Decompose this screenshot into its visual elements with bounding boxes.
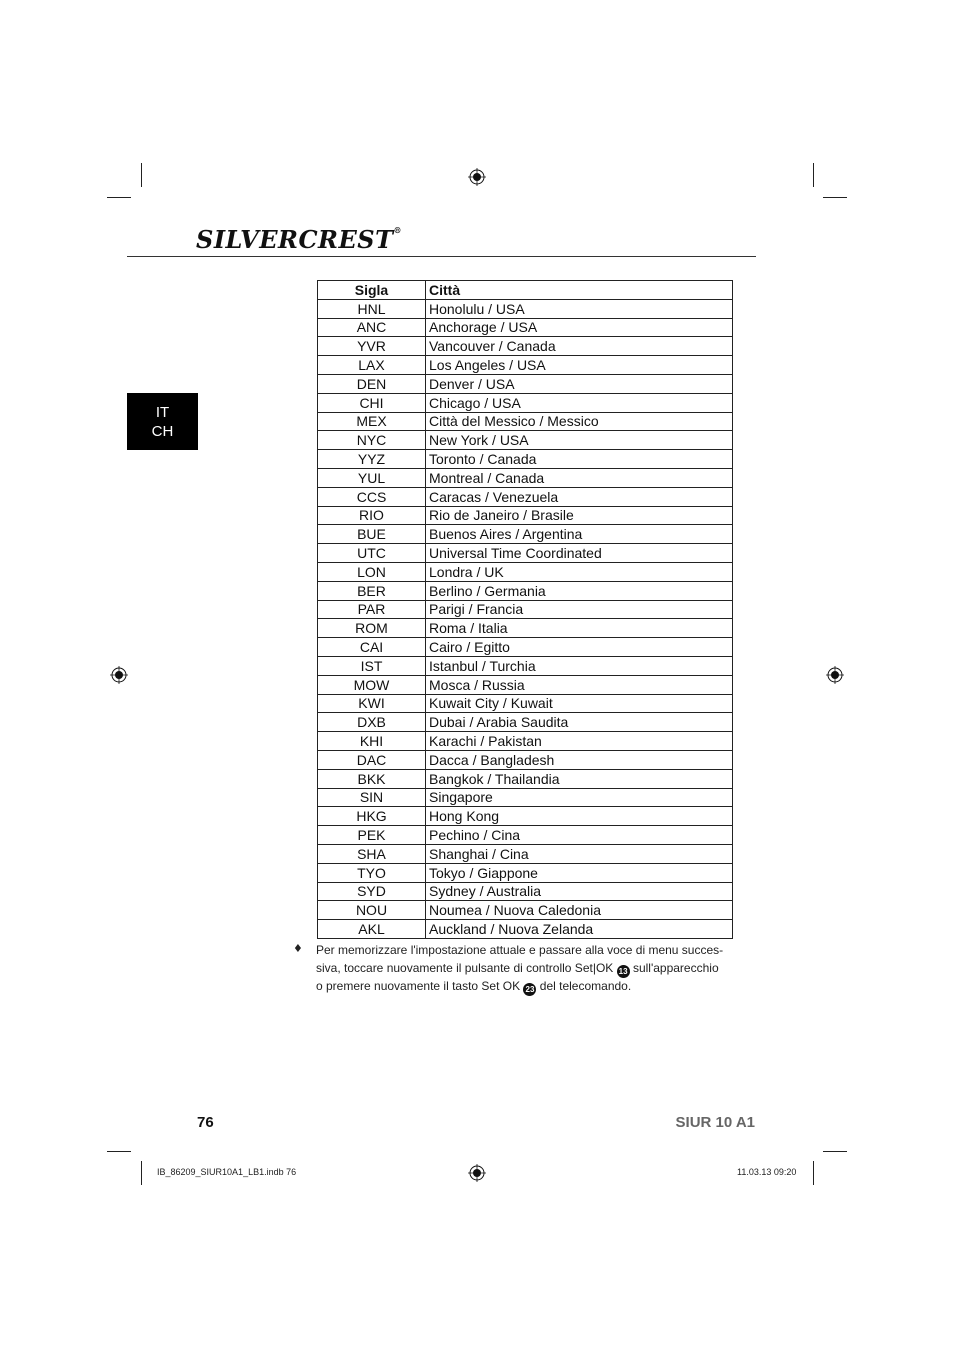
note-line [316,960,738,978]
crop-mark [813,163,814,187]
country-code: CH [151,422,174,440]
model-name: SIUR 10 A1 [675,1114,755,1131]
table-row [318,299,733,318]
city-name-cell: Toronto / Canada [426,450,733,469]
table-row [318,412,733,431]
city-name-cell: Universal Time Coordinated [426,544,733,563]
city-name-cell: Roma / Italia [426,619,733,638]
city-code-cell: NOU [318,901,426,920]
table-row [318,656,733,675]
city-code-cell: TYO [318,863,426,882]
city-code-cell: PAR [318,600,426,619]
table-row [318,374,733,393]
city-name-cell: New York / USA [426,431,733,450]
city-name-cell: Tokyo / Giappone [426,863,733,882]
city-name-cell: Montreal / Canada [426,468,733,487]
reference-number-badge: 13 [617,965,630,978]
table-row [318,450,733,469]
city-code-cell: YUL [318,468,426,487]
registration-mark-icon [468,1164,486,1182]
crop-mark [141,163,142,187]
crop-mark [141,1161,142,1185]
city-code-cell: LAX [318,356,426,375]
print-timestamp: 11.03.13 09:20 [737,1167,797,1177]
table-row [318,901,733,920]
city-name-cell: Kuwait City / Kuwait [426,694,733,713]
city-name-cell: Auckland / Nuova Zelanda [426,920,733,939]
table-row [318,769,733,788]
crop-mark [107,197,131,198]
table-row [318,544,733,563]
note-text: o premere nuovamente il tasto Set OK [316,978,524,993]
table-row [318,732,733,751]
city-name-cell: Sydney / Australia [426,882,733,901]
table-row [318,788,733,807]
city-code-cell: AKL [318,920,426,939]
city-code-cell: UTC [318,544,426,563]
table-row [318,807,733,826]
table-row [318,844,733,863]
city-code-cell: LON [318,562,426,581]
city-code-table [317,280,733,939]
city-code-cell: BER [318,581,426,600]
city-name-cell: Bangkok / Thailandia [426,769,733,788]
city-name-cell: Caracas / Venezuela [426,487,733,506]
city-name-cell: Hong Kong [426,807,733,826]
brand-logo [196,225,402,254]
city-code-cell: HKG [318,807,426,826]
table-row [318,750,733,769]
crop-mark [823,197,847,198]
city-code-cell: SHA [318,844,426,863]
table-row [318,600,733,619]
city-code-cell: CCS [318,487,426,506]
table-row [318,581,733,600]
city-name-cell: Singapore [426,788,733,807]
table-row [318,638,733,657]
city-code-cell: ANC [318,318,426,337]
city-code-cell: KHI [318,732,426,751]
crop-mark [813,1161,814,1185]
language-code: IT [155,403,170,421]
table-row [318,562,733,581]
column-header-city: Città [426,281,733,300]
city-name-cell: Karachi / Pakistan [426,732,733,751]
city-code-cell: DAC [318,750,426,769]
city-code-cell: MOW [318,675,426,694]
city-code-cell: ROM [318,619,426,638]
table-row [318,882,733,901]
file-info: IB_86209_SIUR10A1_LB1.indb 76 [157,1167,297,1177]
note-text: sull'apparecchio [629,960,719,975]
crop-mark [823,1151,847,1152]
table-row [318,826,733,845]
city-name-cell: Mosca / Russia [426,675,733,694]
note-line [316,978,738,996]
city-code-cell: SYD [318,882,426,901]
city-name-cell: Pechino / Cina [426,826,733,845]
city-name-cell: Chicago / USA [426,393,733,412]
table-row [318,393,733,412]
table-row [318,318,733,337]
city-name-cell: Londra / UK [426,562,733,581]
language-tab [127,393,198,450]
city-name-cell: Dacca / Bangladesh [426,750,733,769]
city-code-cell: IST [318,656,426,675]
city-name-cell: Berlino / Germania [426,581,733,600]
city-name-cell: Dubai / Arabia Saudita [426,713,733,732]
logo-text: SILVERCREST [196,225,394,254]
city-name-cell: Vancouver / Canada [426,337,733,356]
bullet-icon: ♦ [293,942,303,955]
page-number: 76 [197,1114,214,1131]
table-row [318,675,733,694]
city-code-cell: YVR [318,337,426,356]
city-code-cell: DEN [318,374,426,393]
city-name-cell: Città del Messico / Messico [426,412,733,431]
city-code-cell: MEX [318,412,426,431]
city-code-cell: BUE [318,525,426,544]
registration-mark-icon [468,168,486,186]
city-code-cell: RIO [318,506,426,525]
table-header-row [318,281,733,300]
city-name-cell: Los Angeles / USA [426,356,733,375]
reference-number-badge: 23 [523,983,536,996]
city-code-cell: HNL [318,299,426,318]
note-line: Per memorizzare l'impostazione attuale e passare alla voce di menu succes- [316,943,724,957]
city-name-cell: Noumea / Nuova Caledonia [426,901,733,920]
city-code-cell: KWI [318,694,426,713]
city-code-cell: NYC [318,431,426,450]
city-name-cell: Rio de Janeiro / Brasile [426,506,733,525]
table-row [318,920,733,939]
table-row [318,863,733,882]
city-name-cell: Buenos Aires / Argentina [426,525,733,544]
table-row [318,468,733,487]
column-header-code: Sigla [318,281,426,300]
city-name-cell: Honolulu / USA [426,299,733,318]
city-name-cell: Istanbul / Turchia [426,656,733,675]
crop-mark [107,1151,131,1152]
table-row [318,713,733,732]
table-row [318,525,733,544]
city-code-cell: BKK [318,769,426,788]
registration-mark-icon [110,666,128,684]
table-row [318,506,733,525]
city-code-cell: YYZ [318,450,426,469]
city-code-cell: SIN [318,788,426,807]
city-name-cell: Denver / USA [426,374,733,393]
table-row [318,431,733,450]
table-row [318,356,733,375]
table-row [318,487,733,506]
city-code-cell: DXB [318,713,426,732]
city-name-cell: Cairo / Egitto [426,638,733,657]
city-name-cell: Anchorage / USA [426,318,733,337]
instruction-note [316,942,738,996]
note-text: siva, toccare nuovamente il pulsante di controllo Set|OK [316,960,617,975]
table-row [318,337,733,356]
logo-mark: ® [393,225,402,235]
city-code-cell: PEK [318,826,426,845]
city-code-cell: CAI [318,638,426,657]
city-code-cell: CHI [318,393,426,412]
city-name-cell: Shanghai / Cina [426,844,733,863]
header-rule [127,256,756,257]
registration-mark-icon [826,666,844,684]
table-row [318,694,733,713]
table-row [318,619,733,638]
city-name-cell: Parigi / Francia [426,600,733,619]
note-text: del telecomando. [536,978,632,993]
